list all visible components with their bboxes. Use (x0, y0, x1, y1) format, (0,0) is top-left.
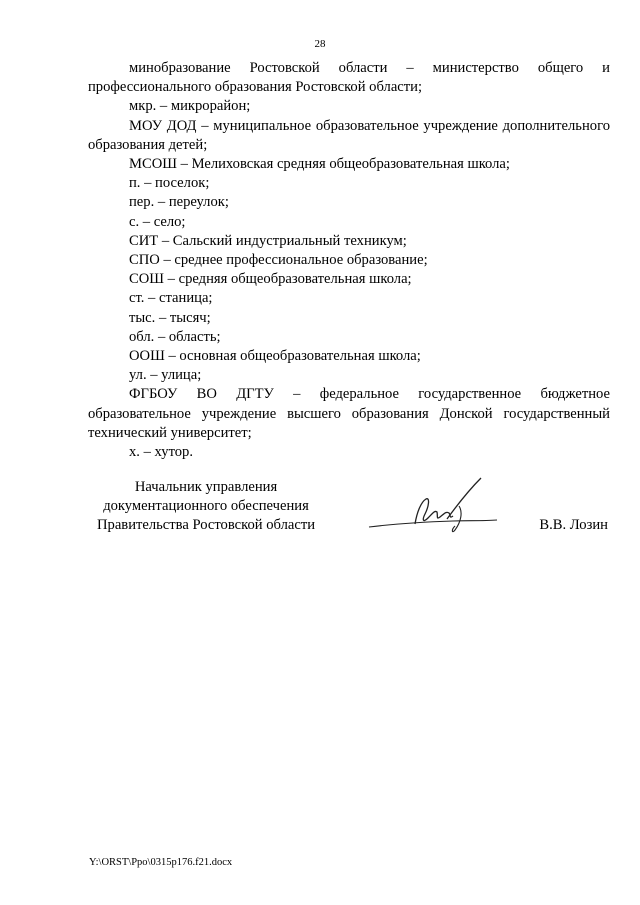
page-number: 28 (314, 38, 326, 50)
abbreviation-entry: ФГБОУ ВО ДГТУ – федеральное государственное бюджетное образовательное учреждение высшего образования Донской государственный технический университет; (88, 386, 610, 441)
handwritten-signature (363, 472, 503, 542)
signatory-name: В.В. Лозин (539, 517, 608, 533)
abbreviation-entry: п. – поселок; (129, 175, 210, 192)
abbreviation-entry: МОУ ДОД – муниципальное образовательное учреждение дополнительного образования детей; (88, 117, 610, 153)
abbreviation-entry: ул. – улица; (129, 367, 202, 384)
signature-block (88, 478, 610, 548)
signatory-title-line: Начальник управления (134, 479, 278, 495)
abbreviation-entry: ООШ – основная общеобразовательная школа; (129, 348, 421, 365)
abbreviation-entry: х. – хутор. (129, 444, 194, 461)
abbreviation-entry: с. – село; (129, 213, 186, 230)
abbreviation-entry: мкр. – микрорайон; (129, 98, 251, 115)
abbreviation-entry: СПО – среднее профессиональное образование; (129, 252, 428, 269)
abbreviation-entry: ст. – станица; (129, 290, 213, 307)
signatory-title-line: документационного обеспечения (103, 498, 309, 515)
abbreviation-entry: СИТ – Сальский индустриальный техникум; (129, 232, 407, 249)
abbreviation-entry: МСОШ – Мелиховская средняя общеобразовательная школа; (129, 156, 510, 173)
abbreviation-entry: тыс. – тысяч; (129, 309, 211, 326)
signatory-title (88, 478, 324, 536)
abbreviation-entry: минобразование Ростовской области – министерство общего и профессионального образования Ростовской области; (88, 60, 610, 96)
signatory-title-line: Правительства Ростовской области (96, 517, 316, 534)
abbreviation-entry: пер. – переулок; (129, 194, 229, 211)
abbreviation-entry: СОШ – средняя общеобразовательная школа; (129, 271, 412, 288)
abbreviations-list (88, 59, 610, 462)
file-path-footer: Y:\ORST\Ppo\0315p176.f21.docx (89, 857, 233, 868)
abbreviation-entry: обл. – область; (129, 328, 221, 345)
